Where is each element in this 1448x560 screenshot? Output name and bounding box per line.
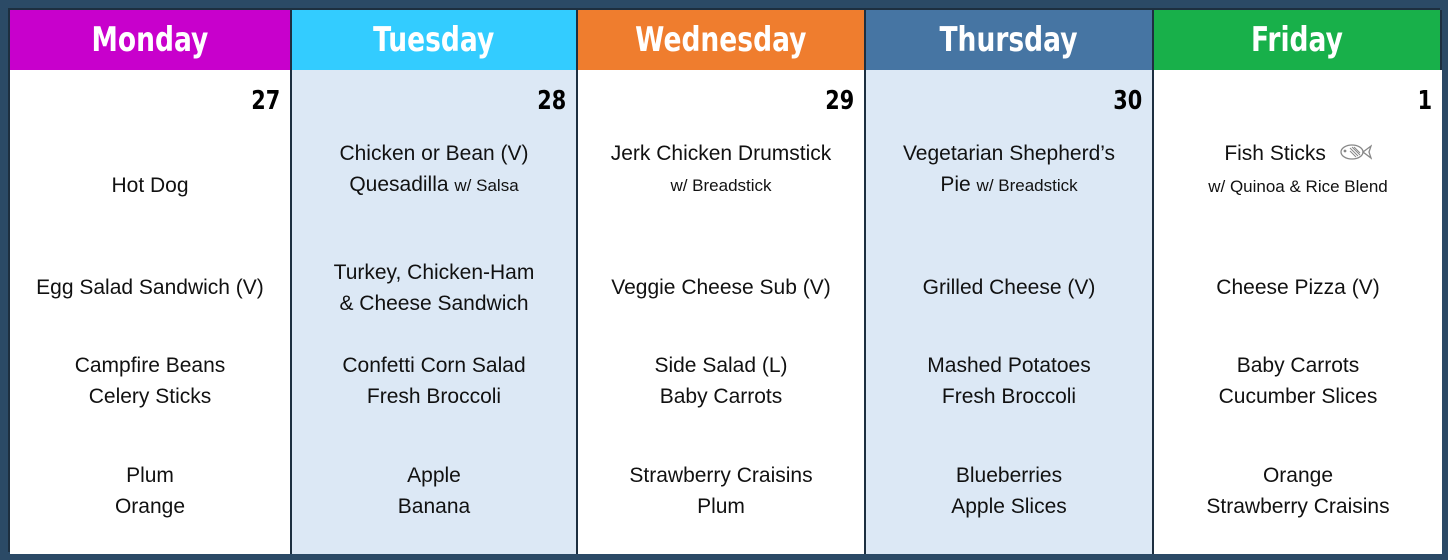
alternate-line-2: & Cheese Sandwich: [339, 292, 529, 315]
day-name-wednesday: Wednesday: [635, 20, 807, 60]
alternate-entree: [10, 272, 290, 303]
fruits: [1154, 460, 1442, 522]
alternate-entree: [292, 257, 576, 319]
entree: [1154, 138, 1442, 202]
entree-main-2: Quesadilla: [349, 173, 449, 196]
date-number: 1: [1417, 86, 1432, 116]
alternate-entree: [866, 272, 1152, 303]
entree-side: w/ Breadstick: [976, 176, 1078, 195]
fruit-2: Apple Slices: [951, 495, 1067, 518]
header-tuesday: [292, 10, 578, 70]
date-number: 28: [537, 86, 566, 116]
entree-main: Fish Sticks: [1224, 142, 1326, 165]
vegetables: [578, 350, 864, 412]
vegetable-1: Campfire Beans: [74, 354, 226, 377]
alternate-line-1: Grilled Cheese (V): [922, 276, 1096, 299]
fruit-2: Plum: [697, 495, 745, 518]
vegetable-1: Mashed Potatoes: [927, 354, 1091, 377]
day-cell-wednesday: [578, 70, 866, 554]
fruit-2: Strawberry Craisins: [1206, 495, 1390, 518]
header-monday: [10, 10, 292, 70]
entree-main-2: Pie: [940, 173, 971, 196]
vegetables: [10, 350, 290, 412]
day-name-thursday: Thursday: [939, 20, 1079, 60]
fruit-1: Apple: [407, 464, 461, 487]
alternate-entree: [1154, 272, 1442, 303]
vegetable-2: Fresh Broccoli: [941, 385, 1077, 408]
vegetables: [292, 350, 576, 412]
entree-main: Hot Dog: [111, 174, 189, 197]
alternate-line-1: Turkey, Chicken-Ham: [333, 261, 535, 284]
alternate-entree: [578, 272, 864, 303]
vegetable-1: Side Salad (L): [654, 354, 788, 377]
vegetable-1: Confetti Corn Salad: [342, 354, 526, 377]
lunch-menu-week: [8, 8, 1440, 552]
header-wednesday: [578, 10, 866, 70]
vegetable-1: Baby Carrots: [1236, 354, 1360, 377]
fruits: [866, 460, 1152, 522]
alternate-line-1: Veggie Cheese Sub (V): [611, 276, 831, 299]
fish-icon: [1338, 139, 1372, 170]
fruit-1: Strawberry Craisins: [629, 464, 813, 487]
entree-side: w/ Salsa: [454, 176, 519, 195]
entree: [578, 138, 864, 201]
day-name-friday: Friday: [1251, 20, 1343, 60]
vegetables: [1154, 350, 1442, 412]
alternate-line-1: Cheese Pizza (V): [1216, 276, 1380, 299]
day-name-monday: Monday: [91, 20, 209, 60]
vegetable-2: Fresh Broccoli: [366, 385, 502, 408]
entree: [10, 170, 290, 201]
entree-side: w/ Quinoa & Rice Blend: [1208, 176, 1388, 196]
entree-side: w/ Breadstick: [670, 176, 772, 195]
vegetables: [866, 350, 1152, 412]
vegetable-2: Baby Carrots: [659, 385, 783, 408]
date-number: 30: [1113, 86, 1142, 116]
fruit-1: Blueberries: [955, 464, 1063, 487]
fruit-1: Orange: [1262, 464, 1334, 487]
date-number: 27: [251, 86, 280, 116]
entree-main: Vegetarian Shepherd’s: [902, 142, 1116, 165]
entree: [866, 138, 1152, 201]
day-name-tuesday: Tuesday: [373, 20, 495, 60]
fruit-2: Orange: [114, 495, 186, 518]
vegetable-2: Cucumber Slices: [1218, 385, 1378, 408]
entree-main: Chicken or Bean (V): [339, 142, 529, 165]
alternate-line-1: Egg Salad Sandwich (V): [36, 276, 264, 299]
header-thursday: [866, 10, 1154, 70]
fruit-2: Banana: [397, 495, 471, 518]
day-cell-friday: [1154, 70, 1442, 554]
entree-main: Jerk Chicken Drumstick: [610, 142, 832, 165]
day-cell-monday: [10, 70, 292, 554]
fruit-1: Plum: [126, 464, 174, 487]
day-cell-tuesday: [292, 70, 578, 554]
day-cell-thursday: [866, 70, 1154, 554]
fruits: [10, 460, 290, 522]
date-number: 29: [825, 86, 854, 116]
fruits: [578, 460, 864, 522]
vegetable-2: Celery Sticks: [88, 385, 212, 408]
entree: [292, 138, 576, 201]
fruits: [292, 460, 576, 522]
header-friday: [1154, 10, 1442, 70]
